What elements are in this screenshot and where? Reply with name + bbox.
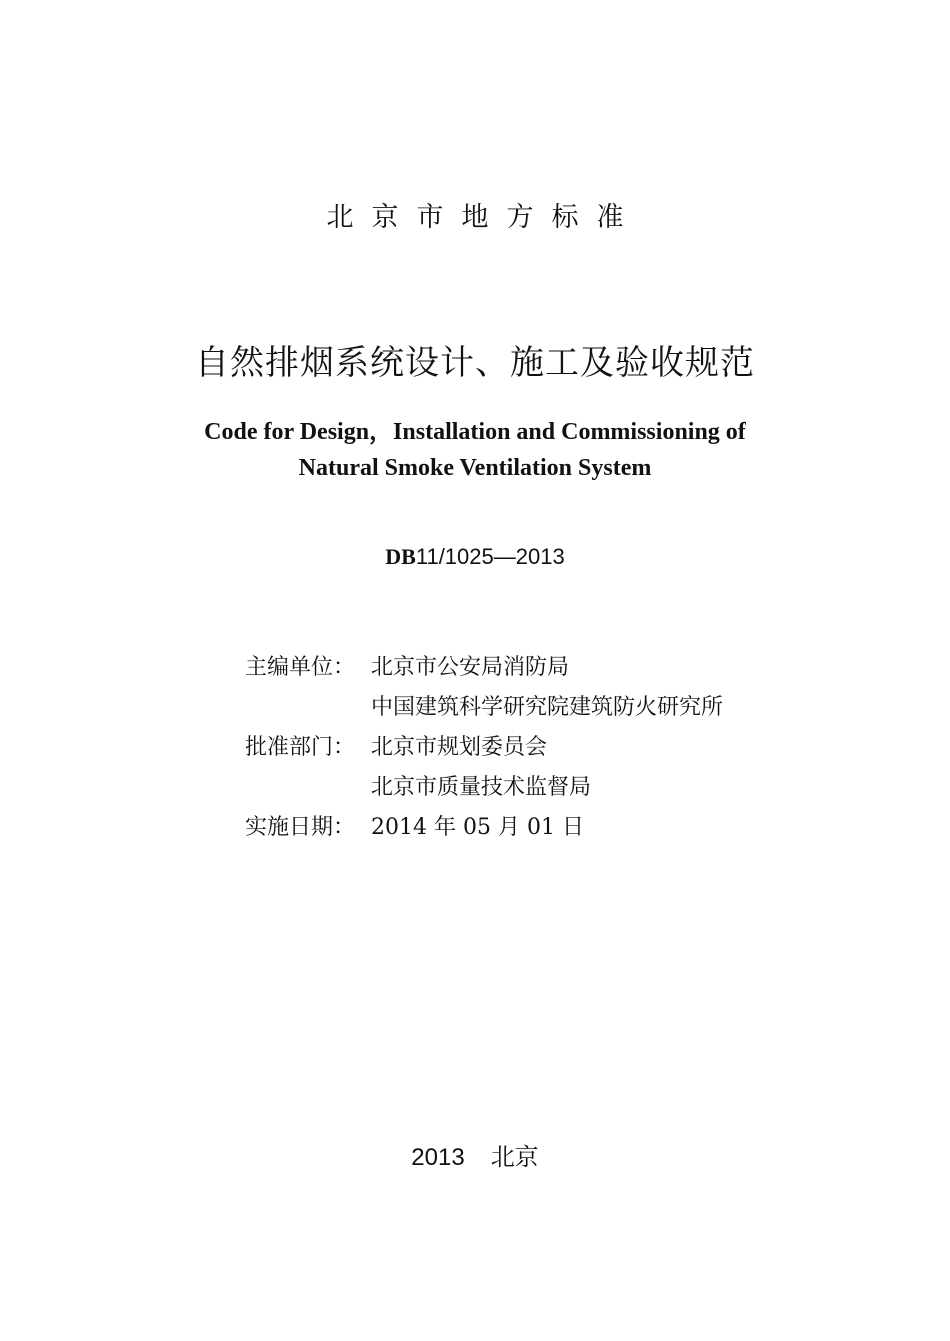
approver-label: 批准部门： <box>245 735 356 760</box>
footer-year: 2013 <box>411 1144 465 1171</box>
standard-code-number: 11/1025—2013 <box>415 544 565 569</box>
effective-date-value: 2014 年 05 月 01 日 <box>371 815 584 840</box>
info-label-spacer <box>245 688 371 728</box>
editor-row-2 <box>245 688 865 728</box>
footer-city: 北京 <box>490 1144 539 1171</box>
effective-date-label: 实施日期： <box>245 815 356 840</box>
editor-unit-1: 北京市公安局消防局 <box>371 655 570 680</box>
footer-imprint <box>0 1140 950 1176</box>
approver-dept-2: 北京市质量技术监督局 <box>371 775 592 800</box>
title-chinese: 自然排烟系统设计、施工及验收规范 <box>195 343 755 383</box>
standard-type-heading: 北京市地方标准 <box>326 202 642 233</box>
info-label-spacer <box>245 768 371 808</box>
editor-row <box>245 648 865 688</box>
effective-date-row <box>245 808 865 848</box>
editor-unit-2: 中国建筑科学研究院建筑防火研究所 <box>371 695 724 720</box>
approver-dept-1: 北京市规划委员会 <box>371 735 548 760</box>
approver-row-2 <box>245 768 865 808</box>
publication-info <box>245 648 865 848</box>
standard-code-prefix: DB <box>385 544 416 569</box>
title-english <box>0 414 950 486</box>
editor-label: 主编单位： <box>245 655 356 680</box>
standard-code <box>0 540 950 574</box>
approver-row <box>245 728 865 768</box>
title-english-line-2: Natural Smoke Ventilation System <box>298 455 652 481</box>
title-english-line-1: Code for Design，Installation and Commissioning of <box>204 419 746 445</box>
